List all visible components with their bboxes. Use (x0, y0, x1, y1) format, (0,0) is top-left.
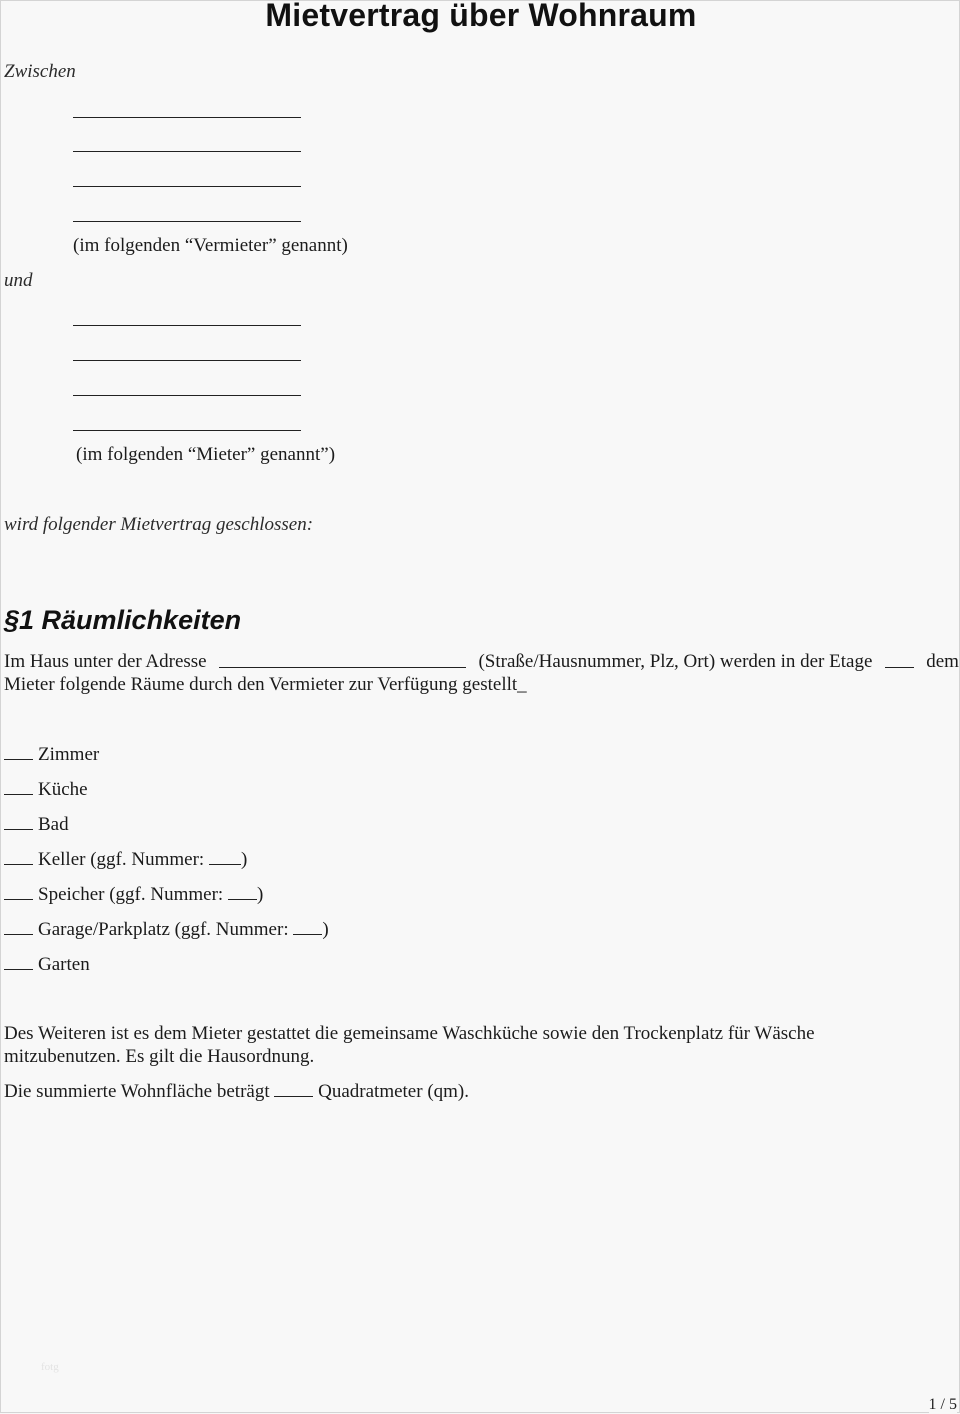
intro-between: Zwischen (4, 61, 76, 82)
room-label: Zimmer (38, 744, 100, 765)
address-suffix: dem (926, 651, 959, 672)
living-area-line (4, 1080, 469, 1103)
tenant-line-3 (73, 395, 301, 396)
room-list (4, 743, 329, 988)
address-line-2: Mieter folgende Räume durch den Vermieter zur Verfügung gestellt_ (4, 674, 527, 695)
room-item (4, 918, 329, 953)
number-blank (209, 848, 241, 865)
address-prefix: Im Haus unter der Adresse (4, 651, 207, 672)
room-label: Keller (ggf. Nummer: (38, 849, 205, 870)
room-suffix: ) (256, 884, 264, 905)
additional-use-paragraph: Des Weiteren ist es dem Mieter gestattet die gemeinsame Waschküche sowie den Trockenplatz für Wäsche mitzubenutzen. Es gilt die Hausordnung. (4, 1023, 815, 1067)
room-count-blank (4, 953, 33, 970)
faint-watermark: fotg (41, 1361, 59, 1373)
room-count-blank (4, 778, 33, 795)
room-label: Küche (38, 779, 88, 800)
tenant-line-2 (73, 360, 301, 361)
landlord-line-2 (73, 151, 301, 152)
room-label: Garage/Parkplatz (ggf. Nummer: (38, 919, 289, 940)
tenant-line-4 (73, 430, 301, 431)
area-prefix: Die summierte Wohnfläche beträgt (4, 1081, 270, 1102)
room-item (4, 848, 329, 883)
address-middle: (Straße/Hausnummer, Plz, Ort) werden in der Etage (478, 651, 873, 672)
room-count-blank (4, 743, 33, 760)
room-item (4, 778, 329, 813)
landlord-line-4 (73, 221, 301, 222)
tenant-line-1 (73, 325, 301, 326)
room-label: Garten (38, 954, 90, 975)
floor-blank (885, 651, 914, 668)
landlord-label: (im folgenden “Vermieter” genannt) (73, 235, 348, 256)
room-count-blank (4, 883, 33, 900)
room-item (4, 953, 329, 988)
area-blank (274, 1080, 313, 1097)
room-count-blank (4, 848, 33, 865)
room-suffix: ) (322, 919, 329, 940)
room-item (4, 813, 329, 848)
number-blank (293, 918, 322, 935)
room-count-blank (4, 813, 33, 830)
intro-and: und (4, 270, 33, 291)
landlord-line-3 (73, 186, 301, 187)
room-item (4, 883, 329, 918)
contract-statement: wird folgender Mietvertrag geschlossen: (4, 514, 314, 535)
room-label: Bad (38, 814, 69, 835)
landlord-line-1 (73, 117, 301, 118)
page-number: 1 / 5 (928, 1396, 957, 1413)
room-item (4, 743, 329, 778)
room-suffix: ) (240, 849, 248, 870)
section-1-heading: §1 Räumlichkeiten (4, 605, 242, 635)
tenant-label: (im folgenden “Mieter” genannt”) (76, 444, 336, 465)
address-blank (219, 651, 466, 668)
room-count-blank (4, 918, 33, 935)
address-line (4, 651, 959, 673)
document-title: Mietvertrag über Wohnraum (265, 0, 697, 33)
area-suffix: Quadratmeter (qm). (318, 1081, 470, 1102)
room-label: Speicher (ggf. Nummer: (38, 884, 224, 905)
number-blank (228, 883, 257, 900)
